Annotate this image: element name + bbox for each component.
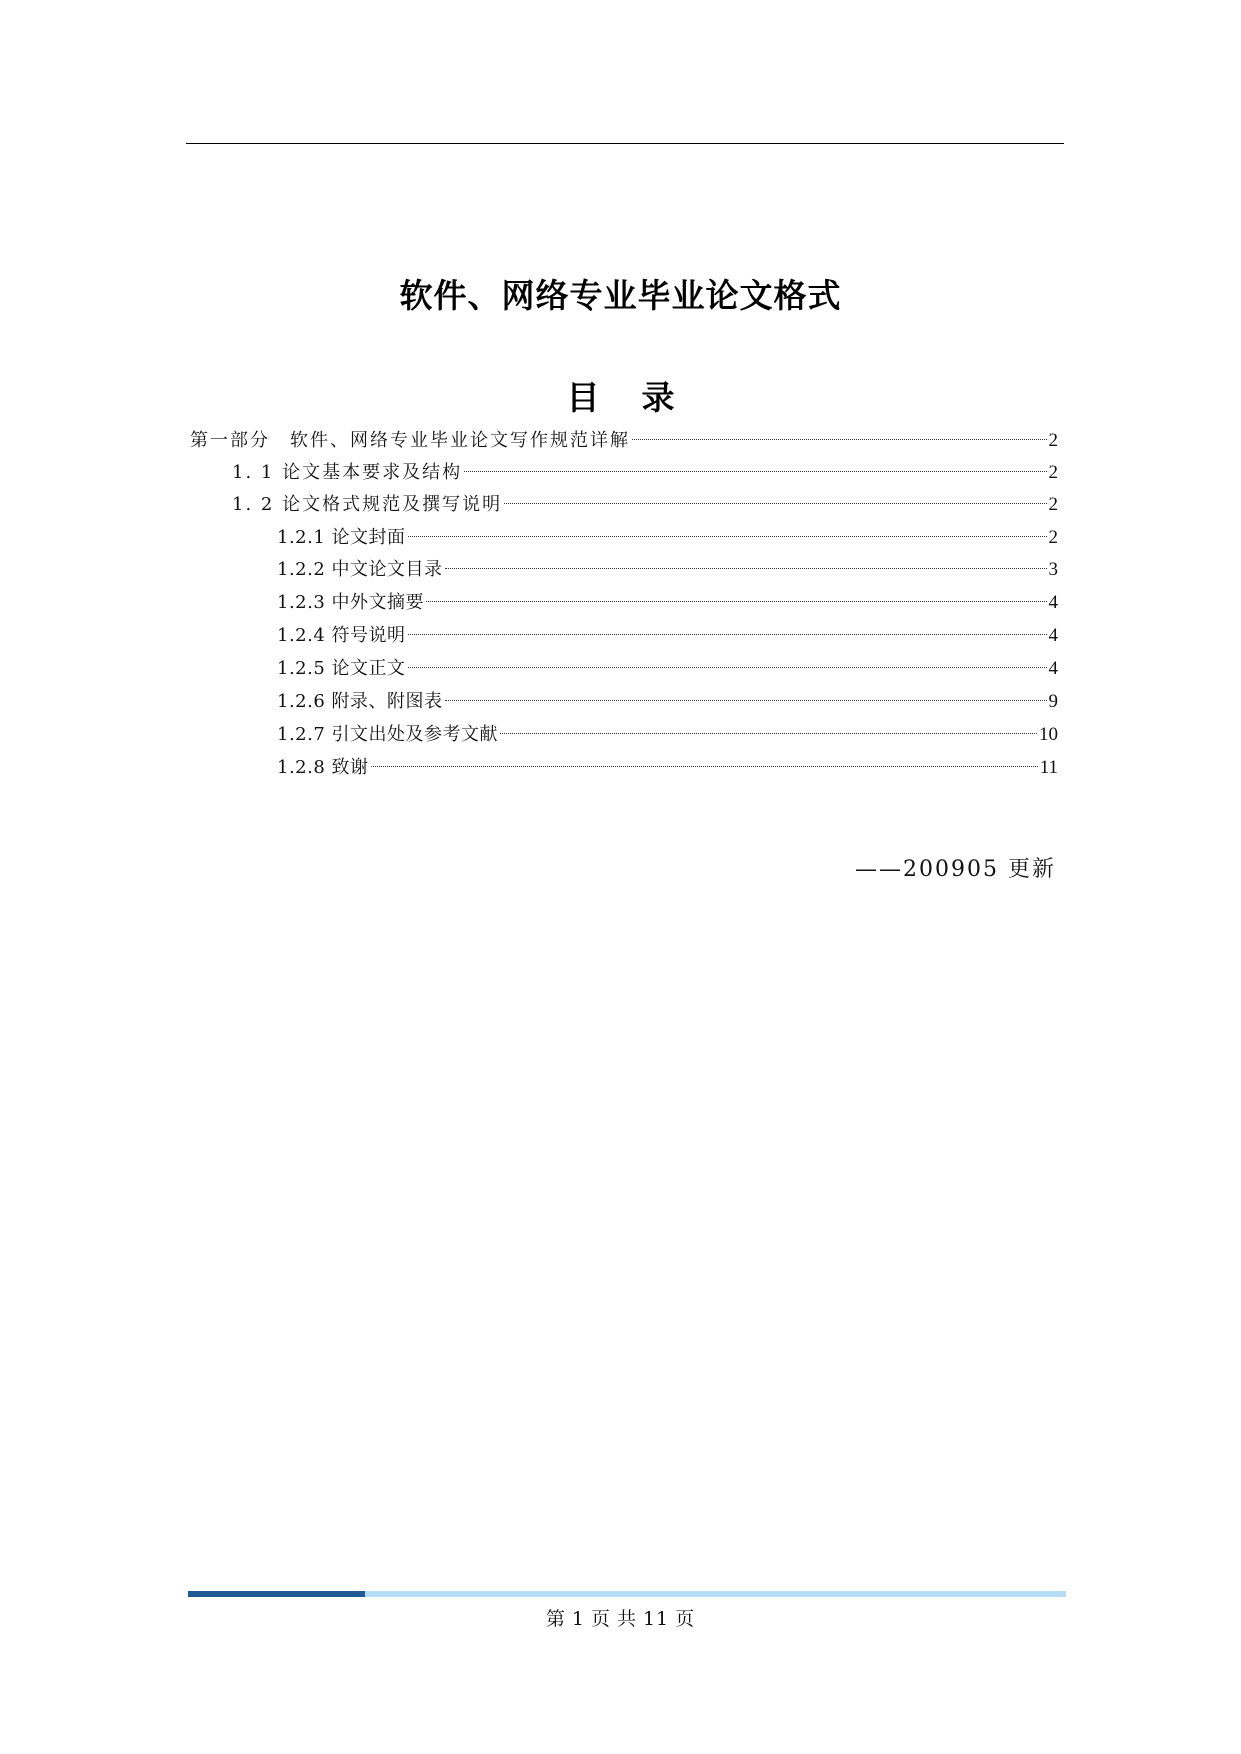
toc-entry-page: 3 [1048,559,1058,580]
toc-leader-dots [504,503,1046,504]
toc-entry-label: 1.2.8 致谢 [277,757,369,778]
toc-entry[interactable] [232,458,1058,488]
toc-heading [0,372,1241,419]
toc-entry[interactable] [277,687,1058,717]
page-unit: 页 [590,1608,611,1630]
toc-leader-dots [445,700,1047,701]
toc-entry[interactable] [277,621,1058,651]
toc-entry-page: 4 [1048,592,1058,613]
page-number-footer [0,1604,1241,1631]
total-pages-number: 11 [642,1608,670,1630]
toc-leader-dots [408,667,1047,668]
total-unit: 页 [675,1608,696,1630]
toc-entry-page: 2 [1048,430,1058,451]
toc-leader-dots [408,536,1047,537]
toc-entry-label: 第一部分 软件、网络专业毕业论文写作规范详解 [190,430,630,451]
toc-entry-page: 10 [1039,724,1058,745]
toc-entry-page: 2 [1048,462,1058,483]
header-rule [186,143,1064,144]
toc-entry-page: 9 [1048,691,1058,712]
toc-entry-label: 1.2.2 中文论文目录 [277,559,443,580]
toc-leader-dots [445,568,1047,569]
toc-entry-label: 1.2.6 附录、附图表 [277,691,443,712]
toc-leader-dots [632,439,1047,440]
toc-entry-label: 1.2.3 中外文摘要 [277,592,425,613]
total-prefix: 共 [616,1608,637,1630]
footer-bar [188,1591,1066,1597]
toc-entry[interactable] [190,426,1058,456]
toc-leader-dots [464,471,1046,472]
toc-entry-page: 4 [1048,625,1058,646]
toc-entry[interactable] [277,523,1058,553]
footer-bar-dark-segment [188,1591,365,1597]
footer-bar-light-segment [365,1591,1066,1597]
toc-entry[interactable] [277,588,1058,618]
toc-entry[interactable] [277,555,1058,585]
toc-entry[interactable] [277,753,1058,783]
toc-leader-dots [426,601,1046,602]
toc-entry-label: 1.2.5 论文正文 [277,658,406,679]
toc-leader-dots [371,766,1038,767]
toc-leader-dots [500,733,1037,734]
toc-entry-label: 1.2.1 论文封面 [277,527,406,548]
toc-entry[interactable] [232,490,1058,520]
toc-entry-label: 1. 1 论文基本要求及结构 [232,462,463,483]
toc-entry-label: 1.2.4 符号说明 [277,625,406,646]
toc-heading-right: 录 [641,378,675,417]
toc-entry[interactable] [277,654,1058,684]
page-prefix: 第 [545,1608,566,1630]
toc-heading-left: 目 [566,378,600,417]
toc-leader-dots [408,634,1047,635]
toc-entry-label: 1.2.7 引文出处及参考文献 [277,724,499,745]
toc-entry-page: 2 [1048,494,1058,515]
toc-entry-page: 2 [1048,527,1058,548]
toc-entry-page: 4 [1048,658,1058,679]
toc-entry-page: 11 [1039,757,1058,778]
toc-entry[interactable] [277,720,1058,750]
update-note: ——200905 更新 [855,857,1056,882]
document-title: 软件、网络专业毕业论文格式 [399,276,842,315]
toc-entry-label: 1. 2 论文格式规范及撰写说明 [232,494,503,515]
current-page-number: 1 [571,1608,585,1630]
